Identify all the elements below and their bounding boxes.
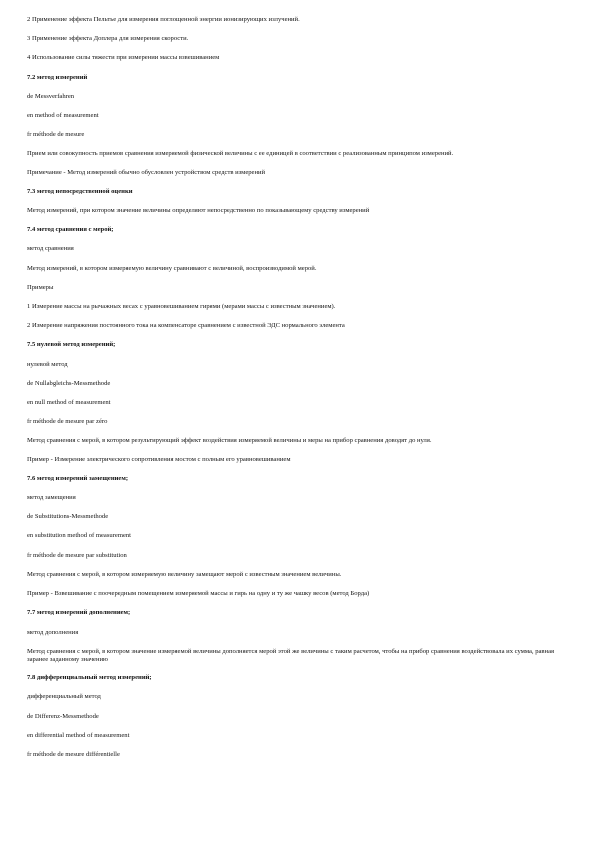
paragraph: Метод сравнения с мерой, в котором результирующий эффект воздействия измеряемой величины и меры на прибор сравнения доводят до нуля. (27, 437, 432, 445)
paragraph: 3 Применение эффекта Доплера для измерения скорости. (27, 35, 189, 43)
section-heading: 7.8 дифференциальный метод измерений; (27, 674, 152, 682)
paragraph: метод сравнения (27, 245, 74, 253)
paragraph: en substitution method of measurement (27, 532, 132, 540)
paragraph: Метод сравнения с мерой, в котором значение измеряемой величины дополняется мерой этой же величины с таким расчетом, чтобы на прибор сравнения воздействовала их сумма, равная заранее заданному значению (27, 647, 555, 663)
paragraph: Метод измерений, в котором измеряемую величину сравнивают с величиной, воспроизводимой мерой. (27, 264, 317, 272)
paragraph: метод замещения (27, 494, 76, 502)
paragraph: нулевой метод (27, 360, 68, 368)
paragraph: de Nullabgleichs-Messmethode (27, 379, 111, 387)
paragraph: Пример - Взвешивание с поочередным помещением измеряемой массы и гирь на одну и ту же чашку весов (метод Борда) (27, 590, 370, 598)
paragraph: en method of measurement (27, 112, 99, 120)
section-heading: 7.5 нулевой метод измерений; (27, 341, 116, 349)
paragraph: fr méthode de mesure (27, 131, 85, 139)
paragraph: Метод сравнения с мерой, в котором измеряемую величину замещают мерой с известным значением величины. (27, 570, 342, 578)
paragraph: Прием или совокупность приемов сравнения измеряемой физической величины с ее единицей в соответствии с реализованным принципом измерений. (27, 150, 454, 158)
section-heading: 7.6 метод измерений замещением; (27, 474, 129, 482)
paragraph: Примеры (27, 283, 54, 291)
section-heading: 7.4 метод сравнения с мерой; (27, 226, 114, 234)
paragraph: Метод измерений, при котором значение величины определяют непосредственно по показывающему средству измерений (27, 207, 370, 215)
paragraph: 4 Использование силы тяжести при измерении массы взвешиванием (27, 54, 220, 62)
paragraph: метод дополнения (27, 628, 79, 636)
paragraph: de Messverfahren (27, 92, 75, 100)
paragraph: fr méthode de mesure différentielle (27, 750, 120, 758)
paragraph: Пример - Измерение электрического сопротивления мостом с полным его уравновешиванием (27, 455, 291, 463)
paragraph: 1 Измерение массы на рычажных весах с уравновешиванием гирями (мерами массы с известным значением). (27, 303, 336, 311)
paragraph: de Substitutions-Messmethode (27, 513, 109, 521)
section-heading: 7.2 метод измерений (27, 73, 88, 81)
paragraph: дифференциальный метод (27, 693, 101, 701)
paragraph: 2 Измерение напряжения постоянного тока на компенсаторе сравнением с известной ЭДС нормального элемента (27, 322, 345, 330)
section-heading: 7.7 метод измерений дополнением; (27, 609, 131, 617)
paragraph: Примечание - Метод измерений обычно обусловлен устройством средств измерений (27, 168, 266, 176)
paragraph: fr méthode de mesure par substitution (27, 551, 127, 559)
section-heading: 7.3 метод непосредственной оценки (27, 187, 133, 195)
paragraph: 2 Применение эффекта Пельтье для измерения поглощенной энергии ионизирующих излучений. (27, 16, 300, 23)
paragraph: en differential method of measurement (27, 731, 130, 739)
document-body (27, 16, 575, 770)
paragraph: fr méthode de mesure par zéro (27, 418, 108, 426)
paragraph: en null method of measurement (27, 399, 111, 407)
paragraph: de Differenz-Messmethode (27, 712, 99, 720)
